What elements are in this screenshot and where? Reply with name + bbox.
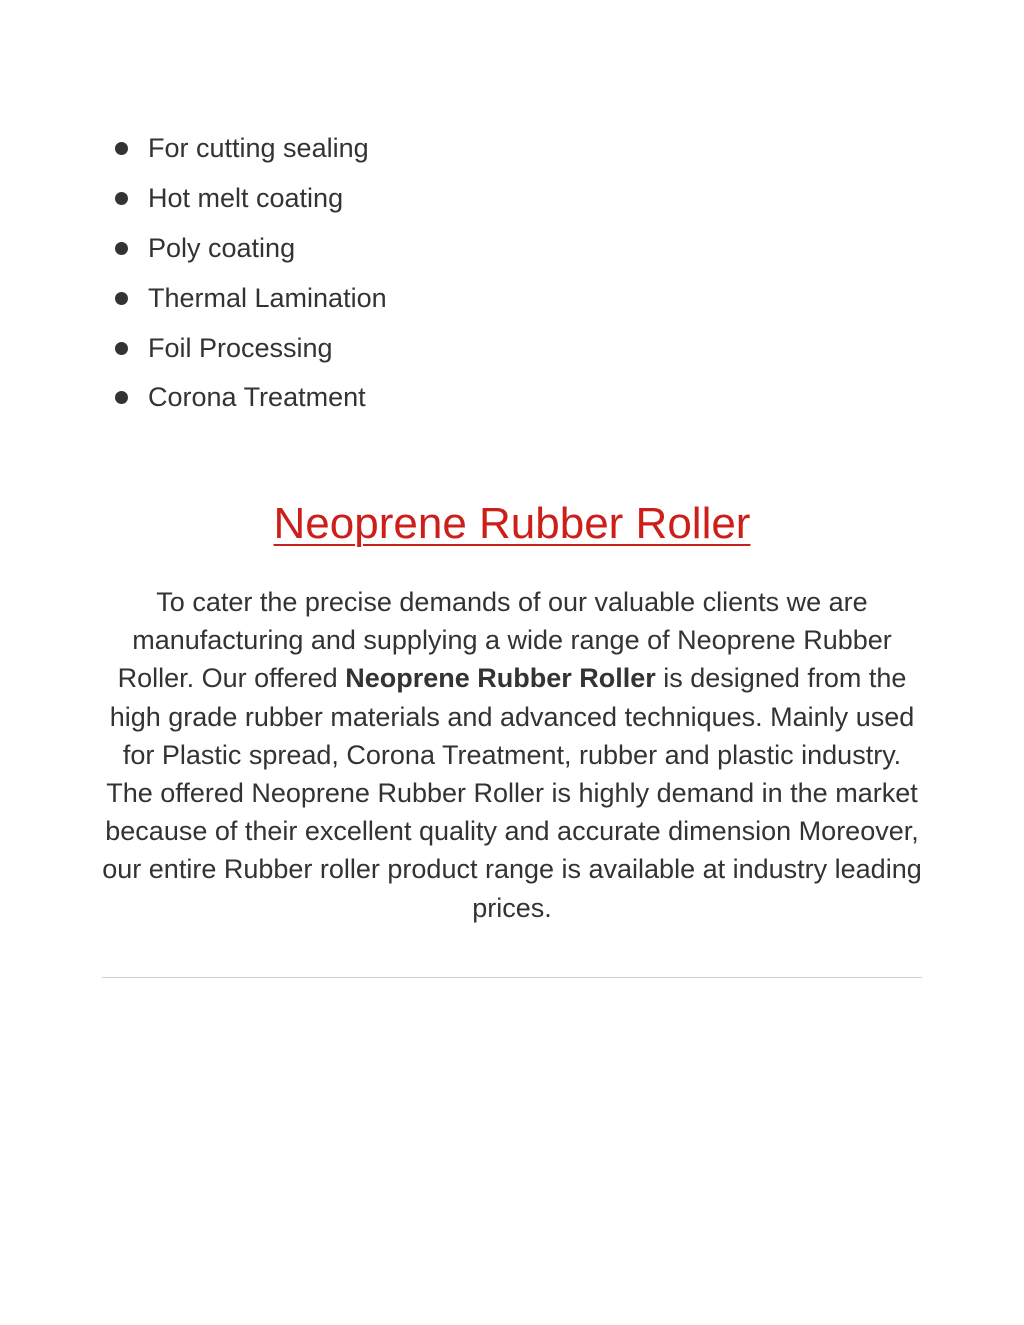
description-bold-product: Neoprene Rubber Roller: [345, 663, 656, 694]
section-heading: [0, 492, 1024, 556]
bullet-icon: [115, 292, 128, 305]
bullet-icon: [115, 192, 128, 205]
list-item: [112, 373, 387, 423]
list-item: [112, 124, 387, 174]
list-item: [112, 174, 387, 224]
list-item: [112, 273, 387, 323]
description-text-end: is designed from the high grade rubber materials and advanced techniques. Mainly used for Plastic spread, Corona Treatment, rubber and plastic industry. The offered Neoprene Rubber Roller is highly demand in the market because of their excellent quality and accurate dimension Moreover, our entire Rubber roller product range is available at industry leading prices.: [102, 663, 922, 923]
section-divider: [102, 977, 922, 978]
list-item: [112, 323, 387, 373]
bullet-icon: [115, 142, 128, 155]
list-item-text: Hot melt coating: [148, 183, 344, 214]
bullet-icon: [115, 391, 128, 404]
description-text-start: To cater the precise demands of our valuable clients we are manufacturing and supplying a wide range of Neoprene Rubber Roller. Our offered: [117, 587, 892, 694]
list-item-text: For cutting sealing: [148, 133, 369, 164]
bullet-icon: [115, 242, 128, 255]
list-item-text: Corona Treatment: [148, 382, 366, 413]
list-item: [112, 224, 387, 274]
list-item-text: Poly coating: [148, 232, 296, 263]
heading-link[interactable]: Neoprene Rubber Roller: [273, 499, 751, 548]
feature-list: [112, 124, 387, 423]
list-item-text: Foil Processing: [148, 332, 333, 363]
list-item-text: Thermal Lamination: [148, 282, 387, 313]
bullet-icon: [115, 342, 128, 355]
product-description: [100, 583, 924, 927]
